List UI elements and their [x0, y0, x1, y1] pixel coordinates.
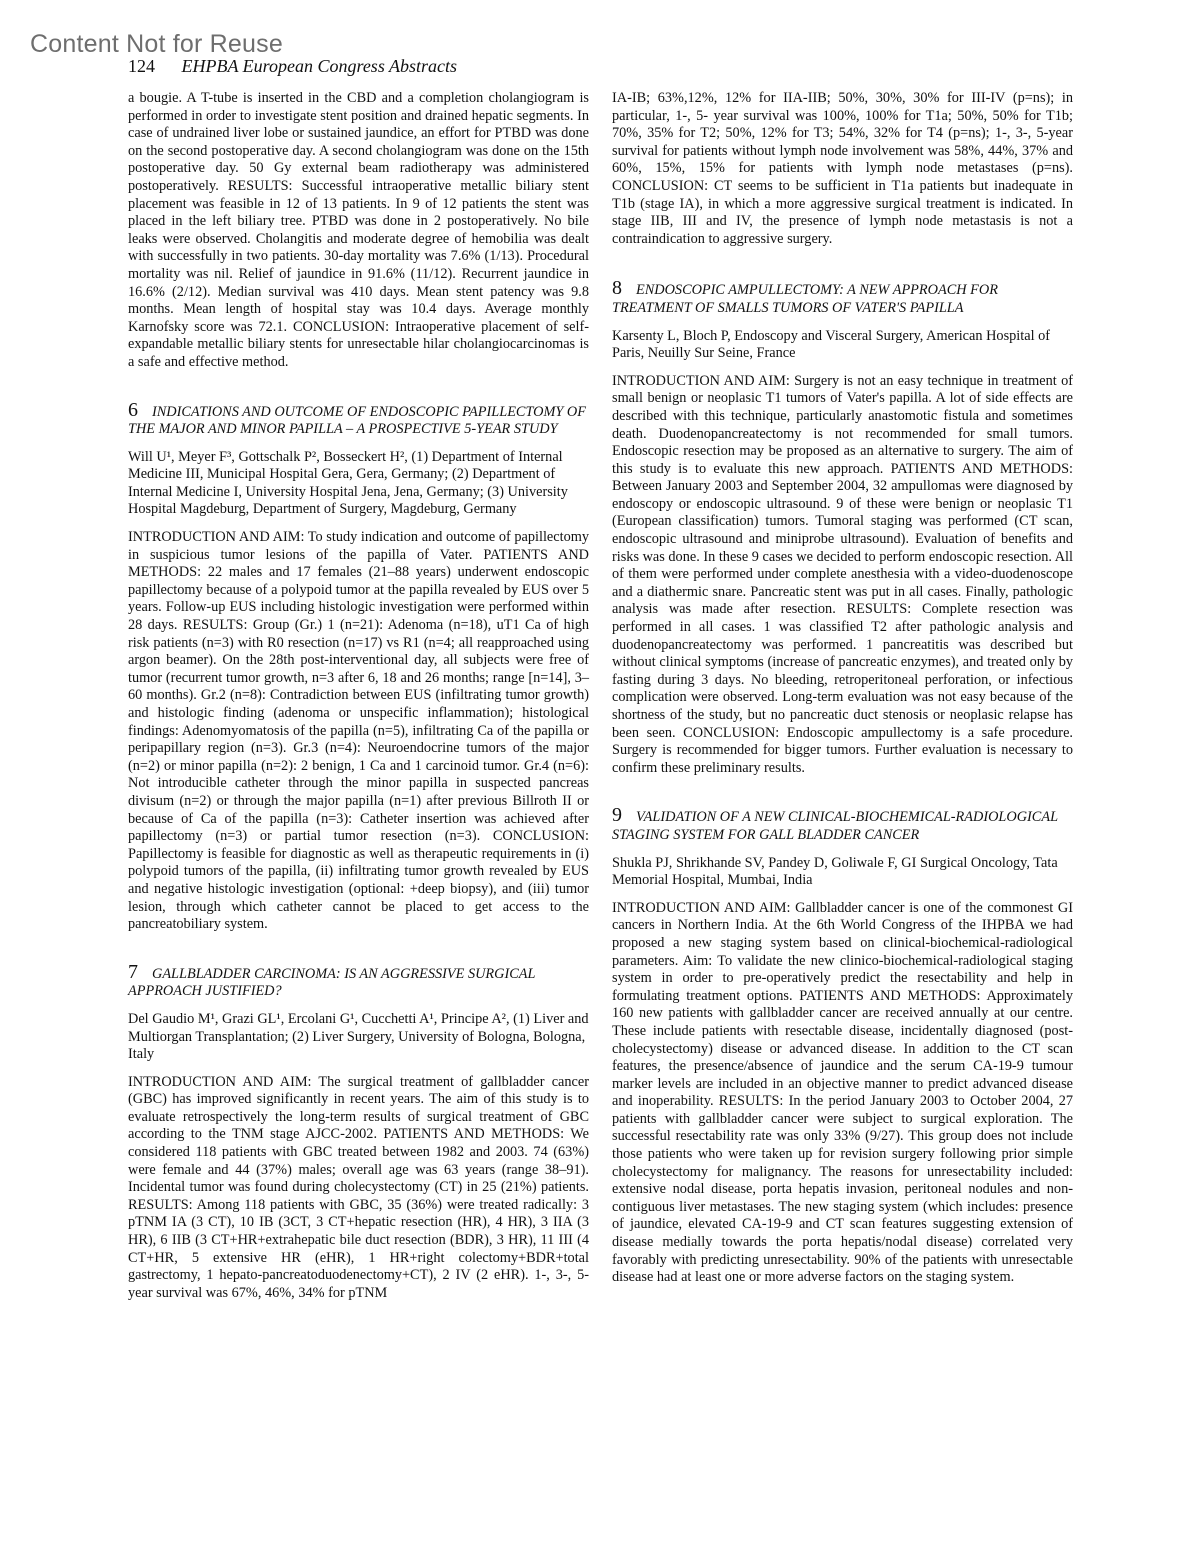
abstract-title — [128, 398, 589, 439]
abstract-authors: Del Gaudio M¹, Grazi GL¹, Ercolani G¹, Cucchetti A¹, Principe A², (1) Liver and Multiorgan Transplantation; (2) Liver Surgery, University of Bologna, Bologna, Italy — [128, 1010, 589, 1063]
running-head — [128, 56, 457, 77]
abstract-title — [612, 277, 1073, 317]
abstract-6 — [128, 398, 589, 934]
abstract-body: INTRODUCTION AND AIM: Gallbladder cancer is one of the commonest GI cancers in Northern India. At the 6th World Congress of the IHPBA we had proposed a new staging system based on clinical-biochemical-radiological parameters. Aim: To validate the new clinico-biochemical-radiological staging system in order to pre-operatively predict the resectability and help in formulating treatment options. PATIENTS AND METHODS: Approximately 160 new patients with gallbladder cancer are received annually at our centre. These include patients with resectable disease, incidentally diagnosed (post-cholecystectomy) disease or advanced disease. In addition to the CT scan features, the presence/absence of jaundice and the serum CA-19-9 tumour marker levels are included in an objective manner to predict advanced disease and inoperability. RESULTS: In the period January 2003 to October 2004, 27 patients with gallbladder cancer were subject to surgical exploration. The successful resectability rate was only 33% (9/27). This group does not include those patients who were taken up for revision surgery following prior simple cholecystectomy for malignancy. The reasons for unresectability included: extensive nodal disease, porta hepatis invasion, peritoneal nodules and non-contiguous liver metastases. The new staging system (which includes: presence of jaundice, elevated CA-19-9 and CT scan features suggesting extension of disease medially towards the porta hepatis/nodal disease) correlated very favorably with predicting unresectability. 90% of the patients with unresectable disease had at least one or more adverse factors on the staging system. — [612, 899, 1073, 1286]
journal-title: EHPBA European Congress Abstracts — [181, 56, 457, 76]
abstract-title-text: GALLBLADDER CARCINOMA: IS AN AGGRESSIVE SURGICAL APPROACH JUSTIFIED? — [128, 965, 536, 1000]
abstract-body: INTRODUCTION AND AIM: To study indication and outcome of papillectomy in suspicious tumor lesions of the papilla of Vater. PATIENTS AND METHODS: 22 males and 17 females (21–88 years) underwent endoscopic papillectomy because of a polypoid tumor at the papilla revealed by EUS over 5 years. Follow-up EUS including histologic investigation were performed within 28 days. RESULTS: Group (Gr.) 1 (n=21): Adenoma (n=18), uT1 Ca of high risk patients (n=3) with R0 resection (n=17) vs R1 (n=4; all reapproached using argon beamer). On the 28th post-interventional day, all subjects were free of tumor (recurrent tumor growth, n=3 after 6, 18 and 26 months; range [n=14], 3–60 months). Gr.2 (n=8): Contradiction between EUS (infiltrating tumor growth) and histologic finding (adenoma or unspecific inflammation); histological findings: Adenomyomatosis of the papilla (n=5), infiltrating Ca of the papilla or peripapillary region (n=3). Gr.3 (n=4): Neuroendocrine tumors of the major (n=2) or minor papilla (n=2): 2 benign, 1 Ca and 1 carcinoid tumor. Gr.4 (n=6): Not introducible catheter through the minor papilla in suspected pancreas divisum (n=2) or through the major papilla (n=1) after previous Billroth II or because of Ca of the papilla (n=3): Catheter insertion was achieved after papillectomy (n=3) or partial tumor resection (n=3). CONCLUSION: Papillectomy is feasible for diagnostic as well as therapeutic requirements in (i) polypoid tumors of the papilla, (ii) infiltrating tumor growth revealed by EUS and negative histologic investigation (optional: +deep biopsy), and (iii) tumor lesion, through which catheter cannot be placed to get access to the pancreatobiliary system. — [128, 529, 589, 933]
abstract-number: 8 — [612, 277, 622, 300]
page-number: 124 — [128, 56, 155, 76]
abstract-body: INTRODUCTION AND AIM: The surgical treatment of gallbladder cancer (GBC) has improved significantly in recent years. The aim of this study is to evaluate retrospectively the long-term results of surgical treatment of GBC according to the TNM stage AJCC-2002. PATIENTS AND METHODS: We considered 118 patients with GBC treated between 1982 and 2003. 74 (63%) were female and 44 (37%) males; overall age was 63 years (range 38–91). Incidental tumor was found during cholecystectomy (CT) in 25 (21%) patients. RESULTS: Among 118 patients with GBC, 35 (36%) were treated radically: 3 pTNM IA (3 CT), 10 IB (3CT, 3 CT+hepatic resection (HR), 4 HR), 3 IIA (3 HR), 6 IIB (3 CT+HR+extrahepatic bile duct resection (BDR), 3 HR), 11 III (4 CT+HR, 5 extensive HR (eHR), 1 HR+right colectomy+BDR+total gastrectomy, 1 hepato-pancreatoduodenectomy+CT), 2 IV (2 eHR). 1-, 3-, 5-year survival was 67%, 46%, 34% for pTNM — [128, 1073, 589, 1301]
abstract-number: 7 — [128, 960, 138, 983]
abstract-authors: Shukla PJ, Shrikhande SV, Pandey D, Goliwale F, GI Surgical Oncology, Tata Memorial Hospital, Mumbai, India — [612, 854, 1058, 889]
abstract-number: 9 — [612, 804, 622, 827]
abstract-continuation: IA-IB; 63%,12%, 12% for IIA-IIB; 50%, 30%, 30% for III-IV (p=ns); in particular, 1-, 5- year survival was 100%, 100% for T1a; 50%, 50% for T1b; 70%, 35% for T2; 50%, 12% for T3; 54%, 32% for T4 (p=ns); 1-, 3-, 5-year survival for patients without lymph node involvement was 58%, 44%, 37% and 60%, 15%, 15% for patients with lymph node metastases (p=ns). CONCLUSION: CT seems to be sufficient in T1a patients but inadequate in T1b (stage IA), in which a more aggressive surgical treatment is indicated. In stage IIB, III and IV, the presence of lymph node metastasis is not a contraindication to aggressive surgery. — [612, 90, 1073, 247]
abstract-body: INTRODUCTION AND AIM: Surgery is not an easy technique in treatment of small benign or neoplasic T1 tumors of Vater's papilla. A lot of side effects are described with this technique, particularly anastomotic fistula and sometimes death. Duodenopancreatectomy is not recommended for small tumors. Endoscopic resection may be proposed as an alternative to surgery. The aim of this study is to evaluate this new approach. PATIENTS AND METHODS: Between January 2003 and September 2004, 32 ampullomas were diagnosed by endoscopy or endoscopic ultrasound. 9 of these were benign or neoplasic T1 (European classification) tumors. Tumoral staging was performed (CT scan, endoscopic ultrasound and miniprobe ultrasound). Evaluation of benefits and risks was done. In these 9 cases we decided to perform endoscopic resection. All of them were performed under complete anesthesia with a video-duodenoscope and a diathermic snare. Pancreatic stent was put in all cases. Finally, pathologic analysis was made after resection. RESULTS: Complete resection was performed in all cases. 1 was classified T2 after pathologic analysis and duodenopancreatectomy was performed. 1 pancreatitis was described but without clinical symptoms (increase of pancreatic enzymes), and treated only by fasting during 3 days. No bleeding, retroperitoneal perforation, or infectious complication were observed. Long-term evaluation was not easy because of the shortness of the study, but no pancreatic duct stenosis or neoplasic relapse has been seen. CONCLUSION: Endoscopic ampullectomy is a safe procedure. Surgery is recommended for bigger tumors. Further evaluation is necessary to confirm these preliminary results. — [612, 372, 1073, 776]
abstract-7 — [128, 960, 589, 1303]
abstract-9 — [612, 804, 1073, 1286]
abstract-authors: Will U¹, Meyer F³, Gottschalk P², Bosseckert H², (1) Department of Internal Medicine III, Municipal Hospital Gera, Gera, Germany; (2) Department of Internal Medicine I, University Hospital Jena, Jena, Germany; (3) University Hospital Magdeburg, Department of Surgery, Magdeburg, Germany — [128, 448, 568, 518]
abstract-title — [128, 960, 589, 1001]
left-column — [128, 90, 589, 1302]
abstract-title — [612, 804, 1073, 844]
abstract-8 — [612, 277, 1073, 777]
abstract-title-text: INDICATIONS AND OUTCOME OF ENDOSCOPIC PAPILLECTOMY OF THE MAJOR AND MINOR PAPILLA – A PROSPECTIVE 5-YEAR STUDY — [128, 403, 586, 438]
watermark: Content Not for Reuse — [30, 30, 283, 58]
abstract-title-text: ENDOSCOPIC AMPULLECTOMY: A NEW APPROACH FOR TREATMENT OF SMALLS TUMORS OF VATER'S PAPILLA — [612, 282, 998, 316]
abstract-number: 6 — [128, 398, 138, 421]
abstract-authors: Karsenty L, Bloch P, Endoscopy and Visceral Surgery, American Hospital of Paris, Neuilly Sur Seine, France — [612, 327, 1051, 362]
abstract-title-text: VALIDATION OF A NEW CLINICAL-BIOCHEMICAL-RADIOLOGICAL STAGING SYSTEM FOR GALL BLADDER CANCER — [612, 809, 1058, 843]
abstract-continuation: a bougie. A T-tube is inserted in the CBD and a completion cholangiogram is performed in order to investigate stent position and drained hepatic segments. In case of undrained liver lobe or sustained jaundice, an effort for PTBD was done on the second postoperative day. A second cholangiogram was done on the 15th postoperative day. 50 Gy external beam radiotherapy was administered postoperatively. RESULTS: Successful intraoperative metallic biliary stent placement was feasible in 12 of 13 patients. In 9 of 12 patients the stent was placed in the left biliary tree. PTBD was done in 2 postoperatively. No bile leaks were observed. Cholangitis and moderate degree of hemobilia was dealt with successfully in two patients. 30-day mortality was 7.6% (1/13). Procedural mortality was nil. Relief of jaundice in 91.6% (11/12). Recurrent jaundice in 16.6% (2/12). Median survival was 410 days. Mean stent patency was 9.8 months. Mean length of hospital stay was 10.4 days. Average monthly Karnofsky score was 72.1. CONCLUSION: Intraoperative placement of self-expandable metallic biliary stents for unresectable hilar cholangiocarcinomas is a safe and effective method. — [128, 90, 589, 370]
right-column — [612, 90, 1073, 1287]
